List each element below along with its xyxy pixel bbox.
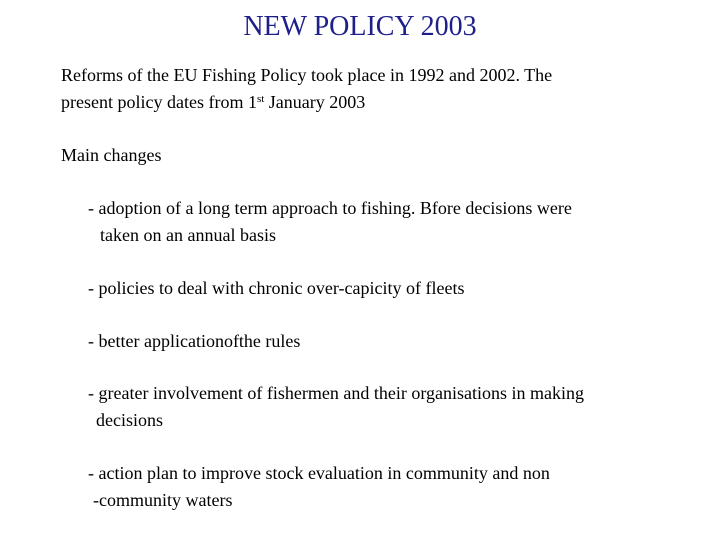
change-item-line: - action plan to improve stock evaluation in community and non [88, 463, 550, 483]
slide-title: NEW POLICY 2003 [243, 11, 477, 42]
intro-paragraph [61, 62, 681, 116]
change-item-line: - better applicationofthe rules [88, 331, 301, 351]
change-item-fishermen-involvement [88, 380, 688, 434]
change-item-line: - greater involvement of fishermen and their organisations in making [88, 383, 585, 403]
main-changes-heading: Main changes [61, 145, 162, 165]
intro-line-1: Reforms of the EU Fishing Policy took place in 1992 and 2002. The [61, 65, 553, 85]
change-item-rules [88, 328, 688, 355]
change-item-continuation: -community waters [93, 490, 233, 510]
intro-line-2 [61, 92, 365, 112]
change-item-line: - policies to deal with chronic over-capicity of fleets [88, 278, 465, 298]
change-item-stock-evaluation [88, 460, 688, 514]
change-item-over-capacity [88, 275, 688, 302]
ordinal-suffix: st [256, 93, 265, 105]
change-item-continuation: taken on an annual basis [100, 225, 276, 245]
intro-line-2-end: January 2003 [264, 92, 366, 112]
change-item-long-term-approach [88, 195, 688, 249]
change-item-continuation: decisions [96, 410, 163, 430]
intro-line-2-start: present policy dates from 1 [61, 92, 257, 112]
change-item-line: - adoption of a long term approach to fishing. Bfore decisions were [88, 198, 572, 218]
